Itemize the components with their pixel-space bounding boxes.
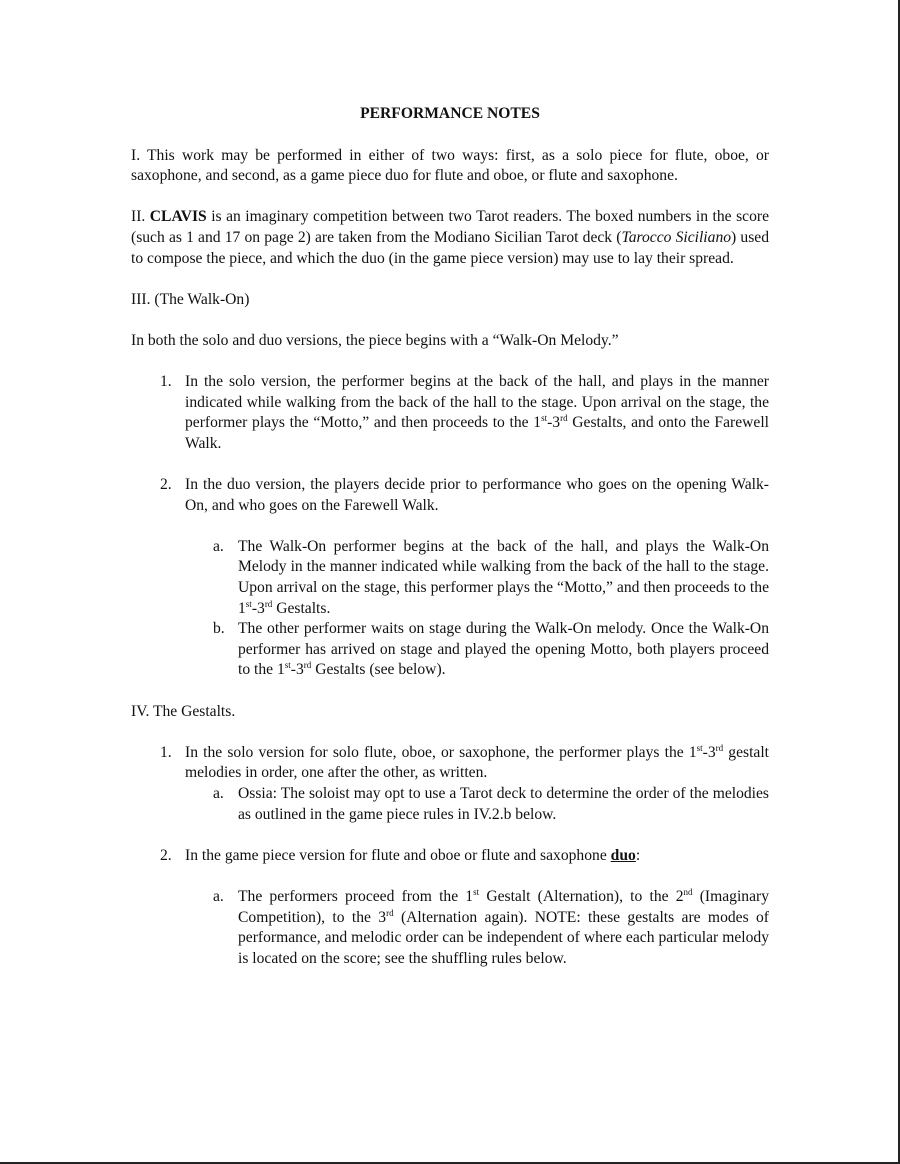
item-number: 1.: [160, 373, 172, 391]
subitem-text: Ossia: The soloist may opt to use a Tarot deck to determine the order of the melodies as outlined in the game piece rules in IV.2.b below.: [238, 785, 769, 823]
item-text-b: :: [635, 846, 641, 864]
subitem-mid: -3: [290, 661, 304, 679]
walk-on-subitem-b: [213, 619, 769, 681]
item-text-a: In the game piece version for flute and oboe or flute and saxophone: [185, 846, 611, 864]
ordinal-sup: st: [284, 660, 291, 671]
subitem-letter: b.: [213, 620, 225, 638]
section-3-intro: In both the solo and duo versions, the piece begins with a “Walk-On Melody.”: [131, 331, 619, 349]
subitem-text-b: Gestalts.: [272, 599, 331, 617]
tarocco-siciliano: Tarocco Siciliano: [621, 228, 732, 246]
subitem-mid: -3: [251, 599, 265, 617]
item-text-b: Gestalts, and onto the Farewell Walk.: [185, 414, 769, 452]
walk-on-item-2: [160, 475, 769, 516]
item-mid: -3: [547, 414, 561, 432]
ordinal-sup: rd: [560, 413, 568, 424]
item-text-a: In the solo version for solo flute, oboe, or saxophone, the performer plays the 1: [185, 743, 697, 761]
page-title: PERFORMANCE NOTES: [360, 105, 540, 122]
section-2-paragraph: [131, 207, 769, 269]
ordinal-sup: rd: [264, 598, 273, 609]
subitem-letter: a.: [213, 537, 224, 555]
ordinal-sup: rd: [386, 907, 394, 918]
section-4-heading: IV. The Gestalts.: [131, 702, 236, 720]
item-number: 2.: [160, 846, 172, 864]
section-2-text-a: is an imaginary competition between two Tarot readers. The boxed numbers in the score (such as 1 and 17 on page 2) are taken from the Modiano Sicilian Tarot deck (: [131, 208, 769, 246]
subitem-text-c: (Imaginary Competition), to the 3: [238, 887, 769, 926]
ordinal-sup: st: [473, 886, 480, 897]
section-3-heading: III. (The Walk-On): [131, 290, 250, 308]
ordinal-sup: st: [696, 742, 703, 753]
ordinal-sup: st: [245, 598, 252, 609]
item-text: In the duo version, the players decide prior to performance who goes on the opening Walk-On, and who goes on the Farewell Walk.: [185, 476, 769, 514]
item-number: 2.: [160, 476, 172, 494]
section-2-prefix: II.: [131, 208, 150, 226]
subitem-text-b: Gestalt (Alternation), to the 2: [479, 887, 684, 905]
subitem-text-d: (Alternation again). NOTE: these gestalts are modes of performance, and melodic order can be independent of where each particular melody is located on the score; see the shuffling rules below.: [238, 908, 769, 967]
section-2-text-b: ) used to compose the piece, and which the duo (in the game piece version) may use to lay their spread.: [131, 228, 769, 267]
gestalts-item-2: [160, 846, 769, 867]
walk-on-subitem-a: [213, 537, 769, 619]
section-1-paragraph: [131, 146, 769, 187]
item-number: 1.: [160, 743, 172, 761]
ordinal-sup: rd: [715, 742, 724, 753]
subitem-text-a: The Walk-On performer begins at the back of the hall, and plays the Walk-On Melody in the manner indicated while walking from the back of the hall to the stage. Upon arrival on the stage, this performer plays the “Motto,” and then proceeds to the 1: [238, 537, 769, 617]
subitem-text-b: Gestalts (see below).: [311, 661, 446, 679]
gestalts-subitem-ossia: [213, 784, 769, 825]
item-text-a: In the solo version, the performer begins at the back of the hall, and plays in the manner indicated while walking from the back of the hall to the stage. Upon arrival on the stage, the performer plays the “Motto,” and then proceeds to the 1: [185, 373, 769, 432]
subitem-text-a: The performers proceed from the 1: [238, 887, 474, 905]
ordinal-sup: st: [541, 413, 548, 424]
performance-notes-content: [131, 104, 769, 969]
clavis-title: CLAVIS: [149, 208, 207, 226]
walk-on-item-1: [160, 372, 769, 454]
section-1-text: I. This work may be performed in either of two ways: first, as a solo piece for flute, oboe, or saxophone, and second, as a game piece duo for flute and oboe, or flute and saxophone.: [131, 146, 769, 185]
subitem-letter: a.: [213, 887, 224, 905]
item-mid: -3: [702, 743, 716, 761]
duo-emphasis: duo: [610, 846, 636, 864]
item-text-b: gestalt melodies in order, one after the other, as written.: [185, 743, 769, 782]
subitem-text-a: The other performer waits on stage during the Walk-On melody. Once the Walk-On performer has arrived on stage and played the opening Motto, both players proceed to the 1: [238, 620, 769, 679]
gestalts-subitem-order: [213, 886, 769, 969]
gestalts-item-1: [160, 742, 769, 784]
subitem-letter: a.: [213, 785, 224, 802]
ordinal-sup: nd: [683, 886, 693, 897]
ordinal-sup: rd: [303, 660, 312, 671]
